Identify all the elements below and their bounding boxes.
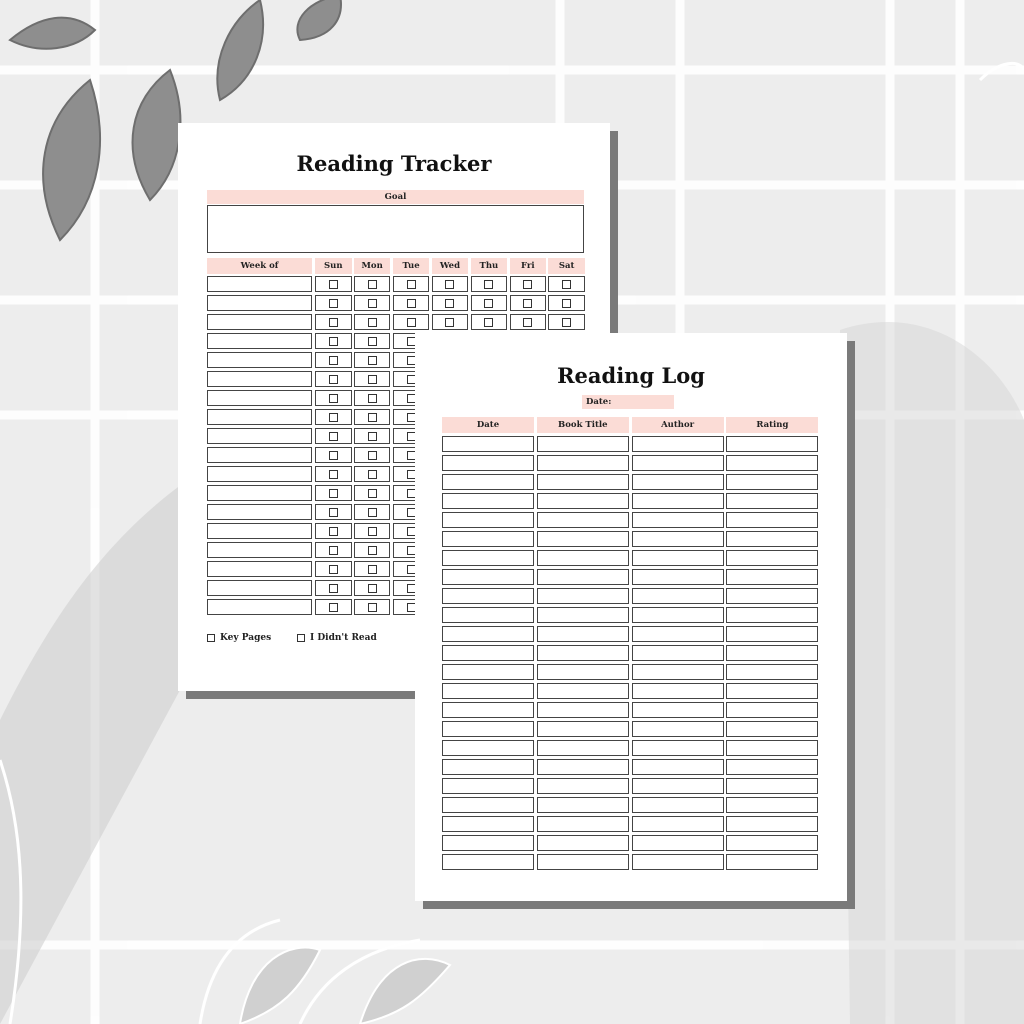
log-field-book-title[interactable] <box>537 645 629 661</box>
log-field-date[interactable] <box>442 778 534 794</box>
log-field-rating[interactable] <box>726 588 818 604</box>
day-checkbox[interactable] <box>368 584 377 593</box>
day-checkbox[interactable] <box>523 299 532 308</box>
day-checkbox[interactable] <box>329 565 338 574</box>
day-cell <box>354 542 391 558</box>
day-cell <box>315 561 352 577</box>
log-field-book-title[interactable] <box>537 512 629 528</box>
log-field-author[interactable] <box>632 778 724 794</box>
log-field-rating[interactable] <box>726 512 818 528</box>
day-checkbox[interactable] <box>368 318 377 327</box>
log-field-book-title[interactable] <box>537 835 629 851</box>
log-field-book-title[interactable] <box>537 588 629 604</box>
day-checkbox[interactable] <box>368 565 377 574</box>
week-of-field[interactable] <box>207 485 312 501</box>
day-cell <box>315 504 352 520</box>
day-cell <box>315 409 352 425</box>
log-title: Reading Log <box>557 363 705 388</box>
day-checkbox[interactable] <box>562 280 571 289</box>
log-field-book-title[interactable] <box>537 550 629 566</box>
week-of-field[interactable] <box>207 542 312 558</box>
day-checkbox[interactable] <box>329 356 338 365</box>
log-field-book-title[interactable] <box>537 797 629 813</box>
day-cell <box>354 409 391 425</box>
day-checkbox[interactable] <box>562 318 571 327</box>
day-cell <box>354 276 391 292</box>
week-of-field[interactable] <box>207 580 312 596</box>
log-field-author[interactable] <box>632 797 724 813</box>
week-of-field[interactable] <box>207 276 312 292</box>
log-field-date[interactable] <box>442 740 534 756</box>
log-field-author[interactable] <box>632 759 724 775</box>
log-field-date[interactable] <box>442 550 534 566</box>
day-header-wed: Wed <box>432 258 469 274</box>
week-of-field[interactable] <box>207 428 312 444</box>
log-field-date[interactable] <box>442 854 534 870</box>
day-checkbox[interactable] <box>329 470 338 479</box>
day-cell <box>548 314 585 330</box>
day-cell <box>315 390 352 406</box>
log-field-author[interactable] <box>632 626 724 642</box>
day-cell <box>432 295 469 311</box>
week-of-field[interactable] <box>207 352 312 368</box>
day-checkbox[interactable] <box>562 299 571 308</box>
log-field-date[interactable] <box>442 683 534 699</box>
day-checkbox[interactable] <box>484 318 493 327</box>
day-cell <box>315 371 352 387</box>
log-field-book-title[interactable] <box>537 436 629 452</box>
log-field-author[interactable] <box>632 607 724 623</box>
day-cell <box>471 295 508 311</box>
legend-didnt-read-label: I Didn't Read <box>310 633 377 643</box>
day-cell <box>315 466 352 482</box>
log-field-book-title[interactable] <box>537 759 629 775</box>
log-field-date[interactable] <box>442 455 534 471</box>
day-cell <box>315 314 352 330</box>
day-cell <box>393 314 430 330</box>
log-field-book-title[interactable] <box>537 702 629 718</box>
day-checkbox[interactable] <box>368 432 377 441</box>
log-field-rating[interactable] <box>726 854 818 870</box>
day-header-mon: Mon <box>354 258 391 274</box>
day-checkbox[interactable] <box>329 337 338 346</box>
day-checkbox[interactable] <box>329 432 338 441</box>
log-field-date[interactable] <box>442 474 534 490</box>
log-field-date[interactable] <box>442 721 534 737</box>
day-cell <box>432 314 469 330</box>
log-field-author[interactable] <box>632 531 724 547</box>
day-checkbox[interactable] <box>329 394 338 403</box>
day-cell <box>510 276 547 292</box>
goal-field[interactable] <box>207 205 584 253</box>
day-cell <box>354 333 391 349</box>
week-of-field[interactable] <box>207 504 312 520</box>
day-cell <box>315 580 352 596</box>
log-header-rating: Rating <box>726 417 818 433</box>
log-field-rating[interactable] <box>726 759 818 775</box>
day-checkbox[interactable] <box>329 546 338 555</box>
week-of-field[interactable] <box>207 314 312 330</box>
log-field-author[interactable] <box>632 664 724 680</box>
log-field-rating[interactable] <box>726 645 818 661</box>
day-cell <box>354 352 391 368</box>
day-cell <box>315 599 352 615</box>
day-cell <box>354 599 391 615</box>
log-field-rating[interactable] <box>726 683 818 699</box>
day-checkbox[interactable] <box>368 375 377 384</box>
day-checkbox[interactable] <box>329 508 338 517</box>
week-of-field[interactable] <box>207 371 312 387</box>
day-header-fri: Fri <box>510 258 547 274</box>
week-of-field[interactable] <box>207 333 312 349</box>
log-field-book-title[interactable] <box>537 816 629 832</box>
day-checkbox[interactable] <box>445 318 454 327</box>
log-field-rating[interactable] <box>726 569 818 585</box>
log-field-rating[interactable] <box>726 664 818 680</box>
day-cell <box>315 485 352 501</box>
log-field-author[interactable] <box>632 588 724 604</box>
log-field-author[interactable] <box>632 721 724 737</box>
day-cell <box>548 276 585 292</box>
day-checkbox[interactable] <box>368 603 377 612</box>
week-of-header: Week of <box>207 258 312 274</box>
day-cell <box>354 485 391 501</box>
day-checkbox[interactable] <box>329 413 338 422</box>
log-field-author[interactable] <box>632 474 724 490</box>
day-checkbox[interactable] <box>523 318 532 327</box>
day-cell <box>315 295 352 311</box>
log-field-rating[interactable] <box>726 531 818 547</box>
log-field-rating[interactable] <box>726 493 818 509</box>
log-field-book-title[interactable] <box>537 455 629 471</box>
log-field-author[interactable] <box>632 645 724 661</box>
log-field-date[interactable] <box>442 835 534 851</box>
day-checkbox[interactable] <box>329 584 338 593</box>
week-of-field[interactable] <box>207 295 312 311</box>
log-field-date[interactable] <box>442 626 534 642</box>
goal-label: Goal <box>207 190 584 204</box>
day-checkbox[interactable] <box>329 318 338 327</box>
day-checkbox[interactable] <box>368 508 377 517</box>
day-checkbox[interactable] <box>484 280 493 289</box>
log-field-date[interactable] <box>442 493 534 509</box>
day-checkbox[interactable] <box>368 413 377 422</box>
log-field-author[interactable] <box>632 455 724 471</box>
day-cell <box>354 295 391 311</box>
log-field-book-title[interactable] <box>537 854 629 870</box>
log-field-book-title[interactable] <box>537 493 629 509</box>
day-checkbox[interactable] <box>368 280 377 289</box>
log-field-book-title[interactable] <box>537 778 629 794</box>
day-cell <box>471 276 508 292</box>
log-field-rating[interactable] <box>726 797 818 813</box>
log-field-author[interactable] <box>632 550 724 566</box>
day-cell <box>315 428 352 444</box>
log-field-rating[interactable] <box>726 550 818 566</box>
day-checkbox[interactable] <box>445 280 454 289</box>
day-cell <box>548 295 585 311</box>
log-field-date[interactable] <box>442 702 534 718</box>
day-checkbox[interactable] <box>368 470 377 479</box>
day-checkbox[interactable] <box>368 451 377 460</box>
log-header-author: Author <box>632 417 724 433</box>
day-cell <box>354 428 391 444</box>
day-cell <box>315 352 352 368</box>
log-field-author[interactable] <box>632 569 724 585</box>
day-checkbox[interactable] <box>329 299 338 308</box>
checkbox-icon <box>297 634 305 642</box>
log-field-rating[interactable] <box>726 835 818 851</box>
day-checkbox[interactable] <box>368 337 377 346</box>
day-checkbox[interactable] <box>329 527 338 536</box>
tracker-title: Reading Tracker <box>296 151 492 176</box>
log-field-author[interactable] <box>632 683 724 699</box>
day-cell <box>354 561 391 577</box>
log-field-book-title[interactable] <box>537 531 629 547</box>
day-cell <box>315 333 352 349</box>
log-field-rating[interactable] <box>726 474 818 490</box>
log-field-author[interactable] <box>632 835 724 851</box>
day-cell <box>393 276 430 292</box>
log-date-label: Date: <box>582 395 674 409</box>
day-cell <box>354 390 391 406</box>
day-checkbox[interactable] <box>368 356 377 365</box>
day-checkbox[interactable] <box>329 603 338 612</box>
log-field-rating[interactable] <box>726 607 818 623</box>
day-checkbox[interactable] <box>407 299 416 308</box>
day-checkbox[interactable] <box>407 280 416 289</box>
day-checkbox[interactable] <box>368 527 377 536</box>
log-field-author[interactable] <box>632 816 724 832</box>
week-of-field[interactable] <box>207 599 312 615</box>
log-field-rating[interactable] <box>726 702 818 718</box>
day-header-thu: Thu <box>471 258 508 274</box>
day-header-tue: Tue <box>393 258 430 274</box>
day-checkbox[interactable] <box>329 375 338 384</box>
log-field-book-title[interactable] <box>537 626 629 642</box>
log-field-book-title[interactable] <box>537 740 629 756</box>
log-field-date[interactable] <box>442 797 534 813</box>
week-of-field[interactable] <box>207 447 312 463</box>
log-field-book-title[interactable] <box>537 474 629 490</box>
log-field-rating[interactable] <box>726 740 818 756</box>
day-cell <box>510 295 547 311</box>
log-field-book-title[interactable] <box>537 607 629 623</box>
day-cell <box>432 276 469 292</box>
log-field-rating[interactable] <box>726 816 818 832</box>
week-of-field[interactable] <box>207 561 312 577</box>
day-checkbox[interactable] <box>329 280 338 289</box>
log-field-date[interactable] <box>442 531 534 547</box>
log-field-author[interactable] <box>632 702 724 718</box>
week-of-field[interactable] <box>207 466 312 482</box>
day-cell <box>471 314 508 330</box>
legend-key-pages <box>207 633 271 643</box>
log-field-date[interactable] <box>442 436 534 452</box>
log-field-date[interactable] <box>442 664 534 680</box>
day-checkbox[interactable] <box>368 394 377 403</box>
log-field-date[interactable] <box>442 645 534 661</box>
log-field-book-title[interactable] <box>537 569 629 585</box>
day-cell <box>354 504 391 520</box>
day-cell <box>393 295 430 311</box>
log-field-date[interactable] <box>442 816 534 832</box>
day-checkbox[interactable] <box>368 299 377 308</box>
day-cell <box>315 542 352 558</box>
day-cell <box>315 276 352 292</box>
day-checkbox[interactable] <box>329 451 338 460</box>
day-header-sat: Sat <box>548 258 585 274</box>
log-header-date: Date <box>442 417 534 433</box>
day-checkbox[interactable] <box>523 280 532 289</box>
log-field-rating[interactable] <box>726 455 818 471</box>
log-field-author[interactable] <box>632 740 724 756</box>
log-field-date[interactable] <box>442 607 534 623</box>
legend-key-pages-label: Key Pages <box>220 633 272 643</box>
log-field-author[interactable] <box>632 493 724 509</box>
week-of-field[interactable] <box>207 409 312 425</box>
legend-didnt-read <box>297 633 377 643</box>
log-field-date[interactable] <box>442 759 534 775</box>
log-field-author[interactable] <box>632 436 724 452</box>
log-field-book-title[interactable] <box>537 683 629 699</box>
day-cell <box>315 447 352 463</box>
log-field-rating[interactable] <box>726 778 818 794</box>
day-cell <box>315 523 352 539</box>
reading-log-page <box>415 333 847 901</box>
checkbox-icon <box>207 634 215 642</box>
log-field-author[interactable] <box>632 512 724 528</box>
log-field-date[interactable] <box>442 588 534 604</box>
day-cell <box>354 466 391 482</box>
day-checkbox[interactable] <box>484 299 493 308</box>
day-cell <box>354 580 391 596</box>
log-field-author[interactable] <box>632 854 724 870</box>
day-cell <box>354 371 391 387</box>
log-field-book-title[interactable] <box>537 721 629 737</box>
day-checkbox[interactable] <box>368 489 377 498</box>
day-cell <box>354 447 391 463</box>
week-of-field[interactable] <box>207 523 312 539</box>
week-of-field[interactable] <box>207 390 312 406</box>
day-header-sun: Sun <box>315 258 352 274</box>
log-field-date[interactable] <box>442 569 534 585</box>
day-cell <box>510 314 547 330</box>
log-header-book-title: Book Title <box>537 417 629 433</box>
day-checkbox[interactable] <box>329 489 338 498</box>
day-cell <box>354 314 391 330</box>
log-field-rating[interactable] <box>726 626 818 642</box>
day-checkbox[interactable] <box>407 318 416 327</box>
day-checkbox[interactable] <box>368 546 377 555</box>
day-cell <box>354 523 391 539</box>
log-field-date[interactable] <box>442 512 534 528</box>
day-checkbox[interactable] <box>445 299 454 308</box>
log-field-rating[interactable] <box>726 436 818 452</box>
log-field-book-title[interactable] <box>537 664 629 680</box>
log-field-rating[interactable] <box>726 721 818 737</box>
